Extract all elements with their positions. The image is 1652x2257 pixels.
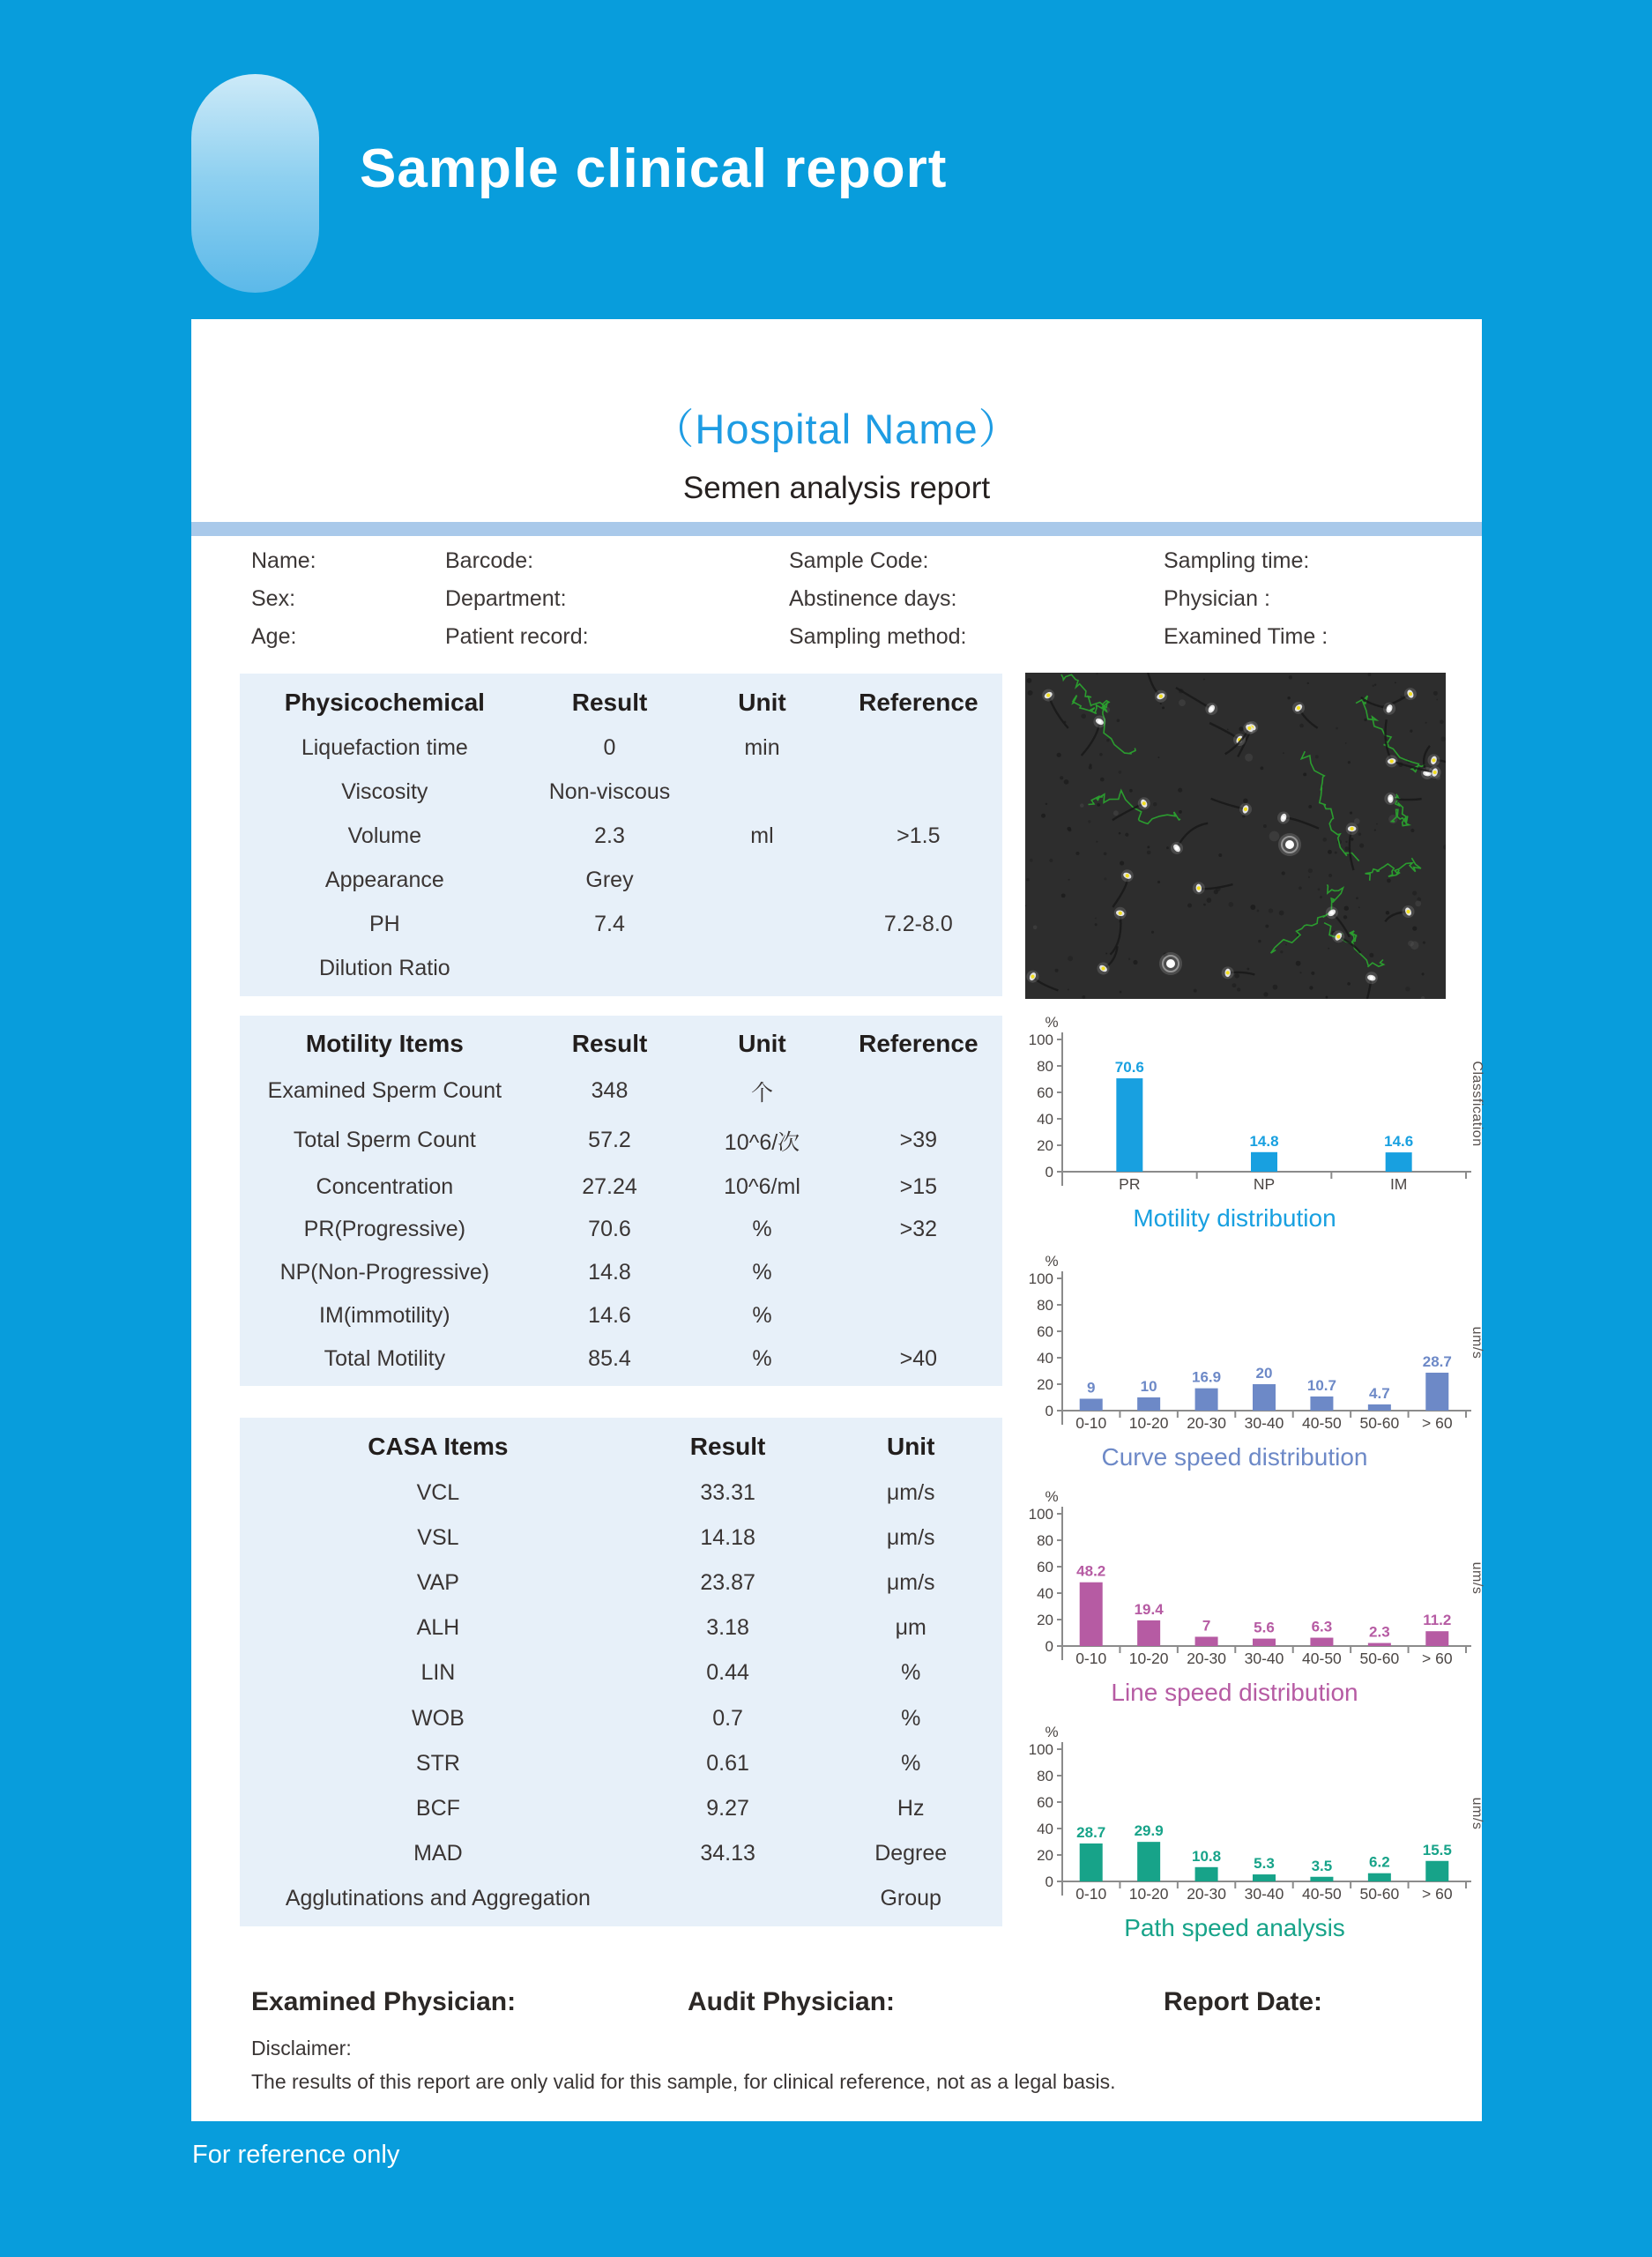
svg-text:100: 100 bbox=[1028, 1741, 1053, 1758]
bar bbox=[1137, 1842, 1160, 1881]
table-cell: VAP bbox=[416, 1570, 459, 1596]
table-cell: 14.8 bbox=[588, 1260, 631, 1285]
svg-text:%: % bbox=[1045, 1724, 1059, 1740]
footer-note: For reference only bbox=[192, 2141, 400, 2169]
column-header: Reference bbox=[859, 688, 979, 716]
svg-text:50-60: 50-60 bbox=[1359, 1414, 1400, 1432]
svg-text:um/s: um/s bbox=[1470, 1797, 1484, 1830]
bar bbox=[1310, 1877, 1333, 1881]
svg-text:> 60: > 60 bbox=[1422, 1885, 1453, 1903]
svg-text:20: 20 bbox=[1037, 1376, 1053, 1393]
field-department: Department: bbox=[445, 586, 567, 611]
column-header: Unit bbox=[738, 688, 786, 716]
table-cell: 348 bbox=[591, 1078, 629, 1104]
svg-text:20-30: 20-30 bbox=[1187, 1414, 1226, 1432]
bar bbox=[1137, 1397, 1160, 1411]
svg-text:40: 40 bbox=[1037, 1821, 1053, 1837]
svg-text:um/s: um/s bbox=[1470, 1561, 1484, 1595]
svg-text:0: 0 bbox=[1045, 1873, 1053, 1890]
svg-text:60: 60 bbox=[1037, 1794, 1053, 1811]
report-card bbox=[191, 319, 1482, 2121]
column-header: Result bbox=[571, 688, 648, 716]
svg-text:Classfication: Classfication bbox=[1470, 1061, 1484, 1147]
svg-text:0: 0 bbox=[1045, 1164, 1053, 1181]
bar bbox=[1368, 1643, 1391, 1646]
disclaimer-text: The results of this report are only valid for this sample, for clinical reference, not as a legal basis. bbox=[251, 2070, 1116, 2093]
svg-text:60: 60 bbox=[1037, 1084, 1053, 1101]
svg-text:40: 40 bbox=[1037, 1111, 1053, 1128]
field-age: Age: bbox=[251, 624, 297, 649]
examined-physician-label: Examined Physician: bbox=[251, 1987, 517, 2016]
table-cell: % bbox=[901, 1705, 921, 1731]
page-title: Sample clinical report bbox=[360, 138, 948, 199]
casa-items-table bbox=[240, 1418, 1002, 1926]
bar bbox=[1251, 1152, 1277, 1172]
table-cell: 3.18 bbox=[706, 1615, 749, 1641]
svg-text:100: 100 bbox=[1028, 1032, 1053, 1048]
svg-text:14.8: 14.8 bbox=[1249, 1132, 1279, 1150]
table-cell: VCL bbox=[416, 1480, 460, 1506]
bar bbox=[1310, 1397, 1333, 1411]
svg-text:20-30: 20-30 bbox=[1187, 1885, 1226, 1903]
bar bbox=[1253, 1384, 1276, 1411]
svg-text:10-20: 10-20 bbox=[1128, 1414, 1169, 1432]
bar bbox=[1137, 1620, 1160, 1646]
svg-text:PR: PR bbox=[1119, 1175, 1141, 1193]
bar bbox=[1310, 1638, 1333, 1646]
table-cell: μm/s bbox=[886, 1570, 935, 1596]
bar bbox=[1195, 1637, 1218, 1647]
svg-text:0-10: 0-10 bbox=[1075, 1414, 1107, 1432]
svg-text:0: 0 bbox=[1045, 1638, 1053, 1655]
bar bbox=[1080, 1844, 1103, 1881]
table-cell: 23.87 bbox=[700, 1570, 755, 1596]
patient-info-grid bbox=[251, 548, 1455, 650]
table-cell: 14.6 bbox=[588, 1303, 631, 1329]
motility-items-table bbox=[240, 1016, 1002, 1386]
table-cell: PR(Progressive) bbox=[303, 1217, 466, 1242]
line-chart-svg bbox=[1025, 1486, 1484, 1672]
table-cell: % bbox=[752, 1260, 772, 1285]
table-cell: 0.44 bbox=[706, 1660, 749, 1686]
bar bbox=[1253, 1874, 1276, 1881]
table-cell: >1.5 bbox=[897, 823, 941, 848]
column-header: Physicochemical bbox=[284, 688, 485, 716]
svg-text:> 60: > 60 bbox=[1422, 1414, 1453, 1432]
svg-text:%: % bbox=[1045, 1014, 1059, 1031]
svg-text:19.4: 19.4 bbox=[1134, 1600, 1164, 1618]
table-cell: 个 bbox=[750, 1080, 773, 1106]
hospital-name: （Hospital Name） bbox=[652, 406, 1021, 452]
field-physician: Physician : bbox=[1164, 586, 1270, 611]
svg-text:80: 80 bbox=[1037, 1768, 1053, 1784]
table-cell: 0.61 bbox=[706, 1750, 749, 1776]
svg-text:60: 60 bbox=[1037, 1559, 1053, 1575]
svg-text:0-10: 0-10 bbox=[1075, 1650, 1107, 1667]
bar bbox=[1195, 1389, 1218, 1411]
svg-text:70.6: 70.6 bbox=[1114, 1059, 1144, 1076]
table-cell: % bbox=[901, 1750, 921, 1776]
svg-text:6.2: 6.2 bbox=[1369, 1853, 1390, 1871]
svg-text:100: 100 bbox=[1028, 1506, 1053, 1523]
report-date-label: Report Date: bbox=[1164, 1987, 1323, 2016]
svg-text:3.5: 3.5 bbox=[1311, 1857, 1333, 1874]
bar bbox=[1116, 1078, 1142, 1172]
svg-text:5.3: 5.3 bbox=[1254, 1855, 1275, 1873]
svg-text:16.9: 16.9 bbox=[1192, 1368, 1222, 1386]
table-cell: 34.13 bbox=[700, 1840, 755, 1866]
table-cell: NP(Non-Progressive) bbox=[279, 1260, 490, 1285]
chart-title: Motility distribution bbox=[1133, 1204, 1336, 1232]
table-cell: Concentration bbox=[316, 1173, 454, 1199]
field-patient-record: Patient record: bbox=[445, 624, 589, 649]
table-cell: Appearance bbox=[324, 868, 444, 893]
svg-text:29.9: 29.9 bbox=[1134, 1822, 1164, 1840]
chart-title: Curve speed distribution bbox=[1101, 1443, 1368, 1471]
divider-bar bbox=[191, 522, 1482, 536]
chart-title: Path speed analysis bbox=[1124, 1914, 1345, 1941]
svg-text:0-10: 0-10 bbox=[1075, 1885, 1107, 1903]
svg-text:10-20: 10-20 bbox=[1128, 1885, 1169, 1903]
table-cell: Viscosity bbox=[341, 778, 428, 804]
table-cell: 85.4 bbox=[588, 1346, 631, 1372]
table-cell: Degree bbox=[874, 1840, 948, 1866]
svg-text:30-40: 30-40 bbox=[1244, 1414, 1284, 1432]
bar bbox=[1368, 1873, 1391, 1881]
column-header: Result bbox=[689, 1433, 766, 1461]
column-header: CASA Items bbox=[368, 1433, 509, 1461]
table-cell: Non-viscous bbox=[548, 778, 671, 804]
table-cell: % bbox=[752, 1346, 772, 1372]
table-cell: IM(immotility) bbox=[319, 1303, 450, 1329]
field-sex: Sex: bbox=[251, 586, 296, 611]
table-cell: 9.27 bbox=[706, 1795, 749, 1821]
svg-text:10.7: 10.7 bbox=[1306, 1376, 1336, 1394]
svg-text:100: 100 bbox=[1028, 1270, 1053, 1287]
disclaimer-label: Disclaimer: bbox=[251, 2037, 352, 2060]
bar bbox=[1425, 1861, 1448, 1881]
table-cell: Agglutinations and Aggregation bbox=[285, 1885, 591, 1911]
table-cell: STR bbox=[415, 1750, 460, 1776]
field-sampling-method: Sampling method: bbox=[789, 624, 967, 649]
table-cell: 27.24 bbox=[582, 1173, 637, 1199]
motility-distribution-chart bbox=[1025, 1011, 1484, 1233]
svg-text:6.3: 6.3 bbox=[1311, 1618, 1333, 1635]
svg-text:40-50: 40-50 bbox=[1302, 1885, 1342, 1903]
svg-text:%: % bbox=[1045, 1253, 1059, 1270]
svg-text:11.2: 11.2 bbox=[1423, 1612, 1452, 1629]
table-cell: 33.31 bbox=[700, 1480, 755, 1506]
table-cell: 10^6/次 bbox=[724, 1129, 800, 1155]
column-header: Unit bbox=[886, 1433, 935, 1461]
table-cell: LIN bbox=[420, 1660, 456, 1686]
bar bbox=[1080, 1583, 1103, 1646]
path-speed-analysis-chart bbox=[1025, 1721, 1484, 1942]
svg-text:10-20: 10-20 bbox=[1128, 1650, 1169, 1667]
svg-text:48.2: 48.2 bbox=[1076, 1562, 1106, 1580]
svg-text:20: 20 bbox=[1037, 1137, 1053, 1154]
svg-text:0: 0 bbox=[1045, 1403, 1053, 1419]
table-cell: Hz bbox=[897, 1795, 925, 1821]
svg-text:20: 20 bbox=[1037, 1847, 1053, 1864]
svg-text:IM: IM bbox=[1389, 1175, 1408, 1193]
svg-text:40: 40 bbox=[1037, 1585, 1053, 1602]
svg-text:20-30: 20-30 bbox=[1187, 1650, 1226, 1667]
svg-text:5.6: 5.6 bbox=[1254, 1619, 1275, 1636]
table-cell: >32 bbox=[899, 1217, 938, 1242]
table-cell: Group bbox=[880, 1885, 941, 1911]
table-cell: 0.7 bbox=[712, 1705, 743, 1731]
svg-text:14.6: 14.6 bbox=[1384, 1133, 1414, 1151]
field-examined-time: Examined Time : bbox=[1164, 624, 1328, 649]
table-cell: Dilution Ratio bbox=[319, 956, 450, 981]
column-header: Unit bbox=[738, 1029, 786, 1057]
svg-text:9: 9 bbox=[1086, 1379, 1096, 1397]
report-subtitle: Semen analysis report bbox=[682, 471, 991, 505]
svg-text:NP: NP bbox=[1253, 1175, 1276, 1193]
svg-text:30-40: 30-40 bbox=[1244, 1650, 1284, 1667]
table-cell: MAD bbox=[413, 1840, 463, 1866]
svg-text:40-50: 40-50 bbox=[1302, 1414, 1342, 1432]
svg-text:40-50: 40-50 bbox=[1302, 1650, 1342, 1667]
table-cell: Grey bbox=[585, 868, 634, 893]
table-cell: % bbox=[752, 1303, 772, 1329]
svg-text:50-60: 50-60 bbox=[1359, 1650, 1400, 1667]
svg-text:15.5: 15.5 bbox=[1422, 1841, 1452, 1858]
table-cell: μm bbox=[895, 1615, 926, 1641]
table-cell: BCF bbox=[415, 1795, 460, 1821]
microscopy-image bbox=[1025, 673, 1446, 999]
bar bbox=[1425, 1373, 1448, 1411]
svg-text:50-60: 50-60 bbox=[1359, 1885, 1400, 1903]
table-cell: Volume bbox=[347, 823, 422, 848]
table-cell: Examined Sperm Count bbox=[267, 1078, 502, 1104]
curve-speed-distribution-chart bbox=[1025, 1250, 1484, 1471]
column-header: Reference bbox=[859, 1029, 979, 1057]
svg-text:28.7: 28.7 bbox=[1076, 1823, 1106, 1841]
svg-text:40: 40 bbox=[1037, 1350, 1053, 1367]
table-cell: Liquefaction time bbox=[301, 734, 468, 760]
svg-text:10: 10 bbox=[1140, 1378, 1157, 1395]
table-cell: 14.18 bbox=[700, 1525, 755, 1551]
table-cell: VSL bbox=[417, 1525, 459, 1551]
bar bbox=[1080, 1399, 1103, 1412]
svg-text:4.7: 4.7 bbox=[1369, 1384, 1390, 1402]
physicochemical-table bbox=[240, 674, 1002, 996]
svg-text:30-40: 30-40 bbox=[1244, 1885, 1284, 1903]
path-chart-svg bbox=[1025, 1721, 1484, 1908]
bar bbox=[1386, 1152, 1412, 1172]
table-cell: μm/s bbox=[886, 1480, 935, 1506]
field-abstinence-days: Abstinence days: bbox=[789, 586, 957, 611]
chart-title: Line speed distribution bbox=[1111, 1679, 1358, 1706]
table-cell: μm/s bbox=[886, 1525, 935, 1551]
field-sample-code: Sample Code: bbox=[789, 548, 929, 573]
bar bbox=[1253, 1639, 1276, 1646]
table-cell: Total Motility bbox=[324, 1346, 446, 1372]
table-cell: 7.4 bbox=[594, 912, 625, 937]
table-cell: WOB bbox=[412, 1705, 465, 1731]
table-cell: 70.6 bbox=[588, 1217, 631, 1242]
column-header: Result bbox=[571, 1029, 648, 1057]
table-cell: ml bbox=[750, 823, 774, 848]
svg-text:20: 20 bbox=[1255, 1365, 1273, 1382]
curve-chart-svg bbox=[1025, 1250, 1484, 1437]
bar bbox=[1368, 1404, 1391, 1411]
table-cell: 57.2 bbox=[588, 1128, 631, 1153]
table-cell: >15 bbox=[899, 1173, 938, 1199]
svg-text:80: 80 bbox=[1037, 1532, 1053, 1549]
svg-text:2.3: 2.3 bbox=[1369, 1623, 1390, 1641]
svg-text:> 60: > 60 bbox=[1422, 1650, 1453, 1667]
table-cell: >40 bbox=[899, 1346, 938, 1372]
svg-text:28.7: 28.7 bbox=[1422, 1352, 1452, 1370]
svg-text:20: 20 bbox=[1037, 1612, 1053, 1628]
motility-chart-svg bbox=[1025, 1011, 1484, 1198]
svg-text:%: % bbox=[1045, 1488, 1059, 1505]
table-cell: PH bbox=[368, 912, 400, 937]
column-header: Motility Items bbox=[305, 1029, 464, 1057]
svg-text:7: 7 bbox=[1202, 1617, 1211, 1635]
field-barcode: Barcode: bbox=[445, 548, 534, 573]
svg-text:80: 80 bbox=[1037, 1058, 1053, 1075]
field-name: Name: bbox=[251, 548, 316, 573]
table-cell: min bbox=[744, 734, 780, 760]
bar bbox=[1195, 1867, 1218, 1881]
table-cell: 10^6/ml bbox=[724, 1173, 800, 1199]
audit-physician-label: Audit Physician: bbox=[688, 1987, 896, 2016]
svg-text:10.8: 10.8 bbox=[1192, 1847, 1222, 1865]
table-cell: Total Sperm Count bbox=[293, 1128, 476, 1153]
table-cell: >39 bbox=[899, 1128, 938, 1153]
svg-text:60: 60 bbox=[1037, 1323, 1053, 1340]
table-cell: ALH bbox=[416, 1615, 460, 1641]
bar bbox=[1425, 1631, 1448, 1646]
svg-text:um/s: um/s bbox=[1470, 1326, 1484, 1359]
table-cell: % bbox=[752, 1217, 772, 1242]
field-sampling-time: Sampling time: bbox=[1164, 548, 1310, 573]
table-cell: 0 bbox=[603, 734, 616, 760]
capsule-logo bbox=[191, 74, 319, 293]
table-cell: 7.2-8.0 bbox=[883, 912, 953, 937]
svg-text:80: 80 bbox=[1037, 1297, 1053, 1314]
microscopy-svg bbox=[1025, 673, 1446, 999]
table-cell: % bbox=[901, 1660, 921, 1686]
table-cell: 2.3 bbox=[594, 823, 625, 848]
line-speed-distribution-chart bbox=[1025, 1486, 1484, 1707]
